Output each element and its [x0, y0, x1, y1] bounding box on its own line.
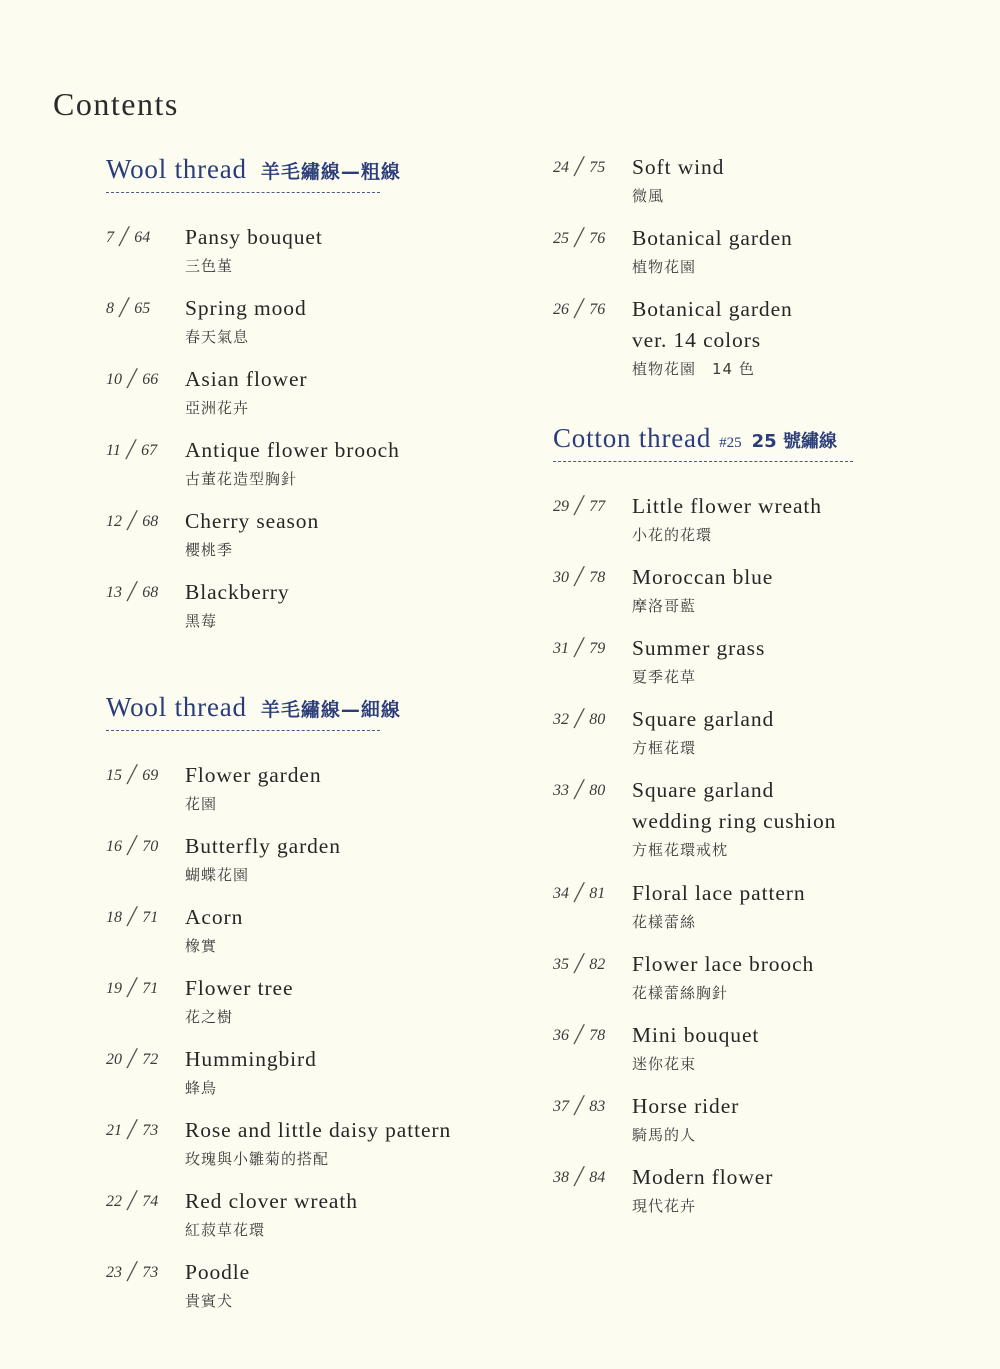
- entry-title: Square garland wedding ring cushion: [632, 778, 837, 834]
- toc-entry[interactable]: [553, 223, 973, 294]
- entry-pages: 19 ╱ 71: [106, 978, 159, 997]
- entry-title: Asian flower: [185, 367, 308, 391]
- toc-entry[interactable]: [106, 293, 526, 364]
- toc-entry[interactable]: [106, 364, 526, 435]
- entry-subtitle: 騎馬的人: [632, 1126, 697, 1144]
- toc-entry[interactable]: [553, 704, 973, 775]
- entry-subtitle: 方框花環戒枕: [632, 841, 729, 859]
- entry-pages: 34 ╱ 81: [553, 883, 606, 902]
- entry-pages: 18 ╱ 71: [106, 907, 159, 926]
- entry-pages: 22 ╱ 74: [106, 1191, 159, 1210]
- entry-title: Square garland: [632, 707, 775, 731]
- toc-entry[interactable]: [553, 1091, 973, 1162]
- entry-title: Flower tree: [185, 976, 294, 1000]
- entry-subtitle: 三色堇: [185, 257, 234, 275]
- entry-pages: 26 ╱ 76: [553, 299, 606, 318]
- section-divider: [106, 192, 380, 193]
- section-divider: [553, 461, 853, 462]
- entry-subtitle: 方框花環: [632, 739, 697, 757]
- entry-subtitle: 春天氣息: [185, 328, 250, 346]
- entry-subtitle: 蜂鳥: [185, 1079, 218, 1097]
- entry-title: Flower garden: [185, 763, 322, 787]
- right-column: [553, 150, 973, 1233]
- entry-pages: 11 ╱ 67: [106, 440, 158, 459]
- entry-title: Blackberry: [185, 580, 290, 604]
- entry-list-cotton: [553, 491, 973, 1233]
- section-header-wool-thin: [106, 694, 526, 731]
- entry-title: Horse rider: [632, 1094, 740, 1118]
- entry-pages: 35 ╱ 82: [553, 954, 606, 973]
- entry-title: Acorn: [185, 905, 244, 929]
- toc-entry[interactable]: [106, 1186, 526, 1257]
- entry-pages: 32 ╱ 80: [553, 709, 606, 728]
- entry-subtitle: 植物花園: [632, 258, 697, 276]
- entry-title: Summer grass: [632, 636, 766, 660]
- entry-subtitle: 花之樹: [185, 1008, 234, 1026]
- toc-entry[interactable]: [553, 1020, 973, 1091]
- entry-title: Mini bouquet: [632, 1023, 760, 1047]
- entry-pages: 36 ╱ 78: [553, 1025, 606, 1044]
- toc-entry[interactable]: [106, 1115, 526, 1186]
- entry-subtitle: 貴賓犬: [185, 1292, 234, 1310]
- section-title: Wool thread: [106, 692, 247, 722]
- entry-subtitle: 櫻桃季: [185, 541, 234, 559]
- entry-title: Flower lace brooch: [632, 952, 815, 976]
- entry-subtitle: 夏季花草: [632, 668, 697, 686]
- section-header-cotton: [553, 425, 973, 462]
- entry-pages: 25 ╱ 76: [553, 228, 606, 247]
- entry-title: Red clover wreath: [185, 1189, 358, 1213]
- entry-list-wool-thick-cont: [553, 152, 973, 397]
- entry-subtitle: 迷你花束: [632, 1055, 697, 1073]
- entry-title: Antique flower brooch: [185, 438, 400, 462]
- toc-entry[interactable]: [553, 294, 973, 397]
- entry-pages: 7 ╱ 64: [106, 227, 151, 246]
- toc-entry[interactable]: [106, 506, 526, 577]
- section-subtitle: 羊毛繡線—細線: [260, 699, 401, 721]
- section-title: Cotton thread: [553, 423, 712, 453]
- entry-subtitle: 蝴蝶花園: [185, 866, 250, 884]
- entry-subtitle: 黑莓: [185, 612, 218, 630]
- entry-subtitle: 古董花造型胸針: [185, 470, 298, 488]
- entry-title: Hummingbird: [185, 1047, 317, 1071]
- entry-pages: 8 ╱ 65: [106, 298, 151, 317]
- toc-entry[interactable]: [106, 1044, 526, 1115]
- toc-entry[interactable]: [553, 491, 973, 562]
- entry-pages: 29 ╱ 77: [553, 496, 606, 515]
- toc-entry[interactable]: [106, 760, 526, 831]
- entry-pages: 12 ╱ 68: [106, 511, 159, 530]
- entry-title: Floral lace pattern: [632, 881, 806, 905]
- toc-entry[interactable]: [106, 222, 526, 293]
- entry-pages: 38 ╱ 84: [553, 1167, 606, 1186]
- entry-subtitle: 花樣蕾絲: [632, 913, 697, 931]
- entry-subtitle: 花園: [185, 795, 218, 813]
- toc-entry[interactable]: [106, 973, 526, 1044]
- toc-entry[interactable]: [106, 902, 526, 973]
- entry-subtitle: 現代花卉: [632, 1197, 697, 1215]
- toc-entry[interactable]: [553, 949, 973, 1020]
- section-title: Wool thread: [106, 154, 247, 184]
- toc-entry[interactable]: [553, 1162, 973, 1233]
- entry-subtitle: 亞洲花卉: [185, 399, 250, 417]
- entry-subtitle: 紅菽草花環: [185, 1221, 266, 1239]
- entry-subtitle: 玫瑰與小雛菊的搭配: [185, 1150, 330, 1168]
- entry-pages: 20 ╱ 72: [106, 1049, 159, 1068]
- entry-pages: 23 ╱ 73: [106, 1262, 159, 1281]
- entry-title: Spring mood: [185, 296, 307, 320]
- toc-entry[interactable]: [106, 435, 526, 506]
- page-title: Contents: [53, 86, 179, 122]
- entry-pages: 30 ╱ 78: [553, 567, 606, 586]
- section-code: #25: [719, 435, 742, 451]
- toc-entry[interactable]: [106, 831, 526, 902]
- entry-title: Rose and little daisy pattern: [185, 1118, 452, 1142]
- entry-title: Pansy bouquet: [185, 225, 323, 249]
- entry-pages: 16 ╱ 70: [106, 836, 159, 855]
- entry-title: Poodle: [185, 1260, 251, 1284]
- section-header-wool-thick: [106, 156, 526, 193]
- toc-entry[interactable]: [553, 775, 973, 878]
- left-column: [106, 150, 526, 1328]
- entry-title: Cherry season: [185, 509, 320, 533]
- toc-entry[interactable]: [553, 562, 973, 633]
- toc-entry[interactable]: [106, 577, 526, 648]
- section-divider: [106, 730, 380, 731]
- entry-subtitle: 微風: [632, 187, 665, 205]
- entry-pages: 31 ╱ 79: [553, 638, 606, 657]
- entry-title: Butterfly garden: [185, 834, 341, 858]
- entry-pages: 37 ╱ 83: [553, 1096, 606, 1115]
- entry-list-wool-thick: [106, 222, 526, 648]
- toc-entry[interactable]: [553, 878, 973, 949]
- entry-title: Soft wind: [632, 155, 725, 179]
- section-subtitle: 羊毛繡線—粗線: [260, 161, 401, 183]
- section-subtitle: 25 號繡線: [751, 431, 837, 452]
- toc-entry[interactable]: [553, 633, 973, 704]
- entry-pages: 15 ╱ 69: [106, 765, 159, 784]
- entry-subtitle: 橡實: [185, 937, 218, 955]
- toc-entry[interactable]: [553, 152, 973, 223]
- entry-subtitle: 植物花園 14 色: [632, 360, 755, 378]
- entry-subtitle: 小花的花環: [632, 526, 713, 544]
- entry-pages: 10 ╱ 66: [106, 369, 159, 388]
- entry-title: Little flower wreath: [632, 494, 822, 518]
- entry-pages: 21 ╱ 73: [106, 1120, 159, 1139]
- entry-title: Botanical garden ver. 14 colors: [632, 297, 793, 353]
- entry-pages: 24 ╱ 75: [553, 157, 606, 176]
- entry-title: Moroccan blue: [632, 565, 774, 589]
- entry-pages: 33 ╱ 80: [553, 780, 606, 799]
- entry-pages: 13 ╱ 68: [106, 582, 159, 601]
- entry-subtitle: 花樣蕾絲胸針: [632, 984, 729, 1002]
- toc-entry[interactable]: [106, 1257, 526, 1328]
- entry-subtitle: 摩洛哥藍: [632, 597, 697, 615]
- entry-title: Botanical garden: [632, 226, 793, 250]
- entry-title: Modern flower: [632, 1165, 774, 1189]
- entry-list-wool-thin: [106, 760, 526, 1328]
